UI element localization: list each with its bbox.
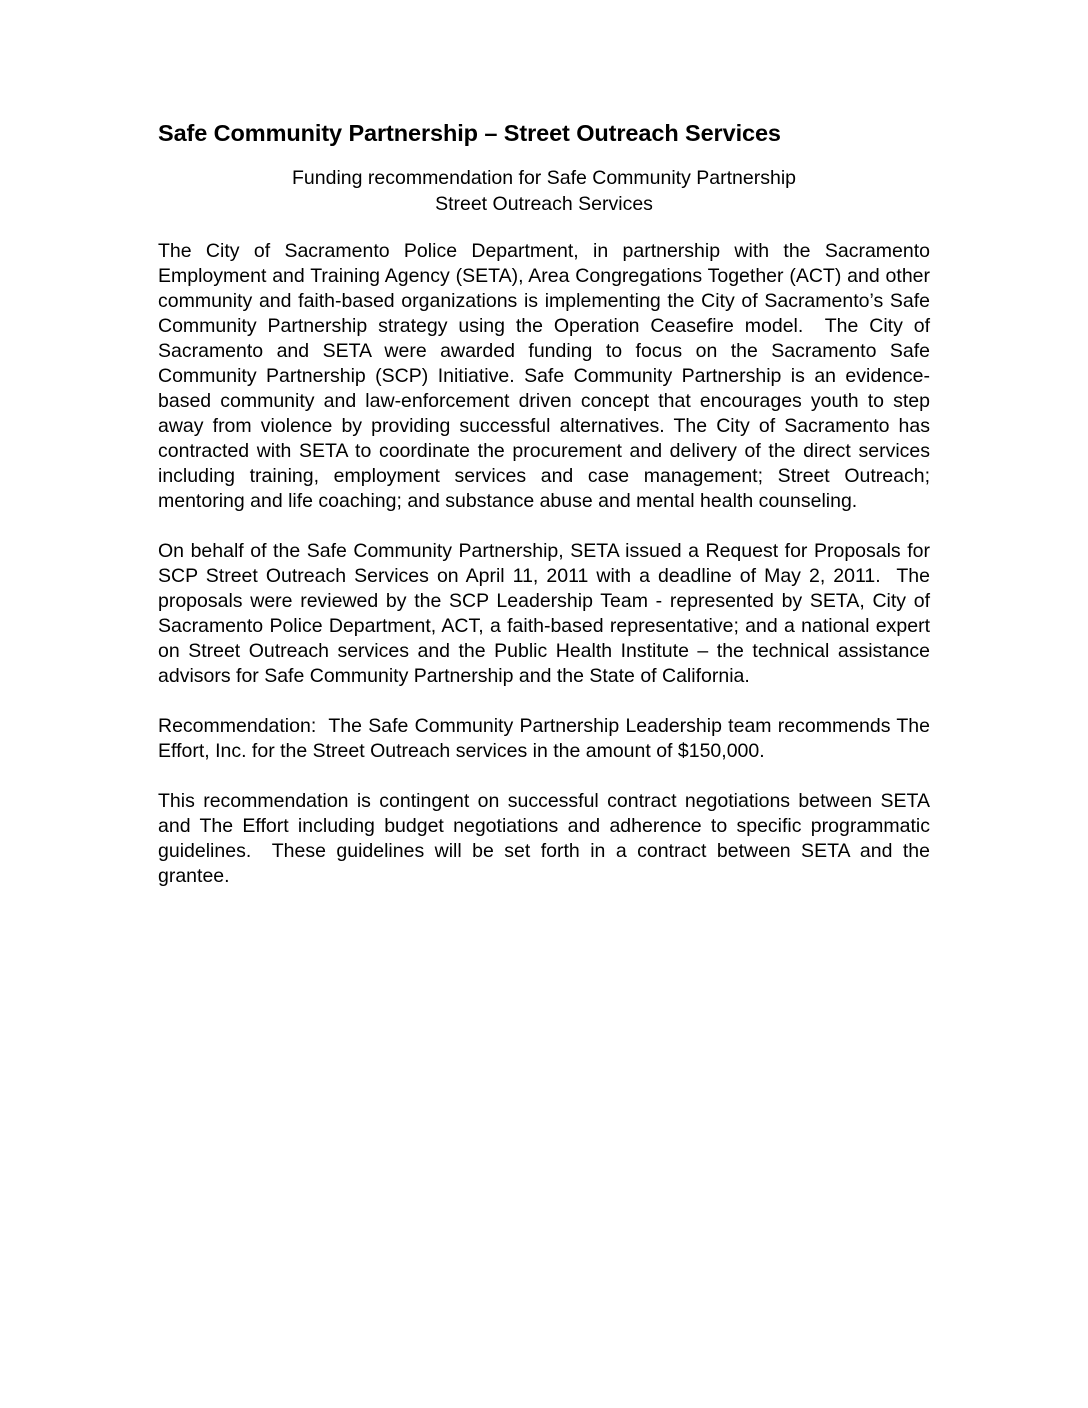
- paragraph-contingency: This recommendation is contingent on successful contract negotiations between SETA and The Effort including budget negotiations and adherence to specific programmatic guidelines. These guidelines will be set forth in a contract between SETA and the grantee.: [158, 790, 936, 887]
- document-subtitle: [158, 166, 930, 217]
- page-title: Safe Community Partnership – Street Outreach Services: [158, 120, 781, 146]
- paragraph-rfp-process: On behalf of the Safe Community Partnership, SETA issued a Request for Proposals for SCP Street Outreach Services on April 11, 2011 with a deadline of May 2, 2011. The proposals were reviewed by the SCP Leadership Team - represented by SETA, City of Sacramento Police Department, ACT, a faith-based representative; and a national expert on Street Outreach services and the Public Health Institute – the technical assistance advisors for Safe Community Partnership and the State of California.: [158, 540, 936, 687]
- subtitle-line-2: Street Outreach Services: [435, 192, 653, 215]
- document-content: [158, 118, 936, 889]
- paragraph-recommendation: Recommendation: The Safe Community Partnership Leadership team recommends The Effort, Inc. for the Street Outreach services in the amount of $150,000.: [158, 715, 936, 762]
- subtitle-line-1: Funding recommendation for Safe Community Partnership: [292, 167, 796, 189]
- paragraph-background: The City of Sacramento Police Department, in partnership with the Sacramento Employment and Training Agency (SETA), Area Congregations Together (ACT) and other community and faith-based organizations is implementing the City of Sacramento’s Safe Community Partnership strategy using the Operation Ceasefire model. The City of Sacramento and SETA were awarded funding to focus on the Sacramento Safe Community Partnership (SCP) Initiative. Safe Community Partnership is an evidence-based community and law-enforcement driven concept that encourages youth to step away from violence by providing successful alternatives. The City of Sacramento has contracted with SETA to coordinate the procurement and delivery of the direct services including training, employment services and case management; Street Outreach; mentoring and life coaching; and substance abuse and mental health counseling.: [158, 240, 936, 512]
